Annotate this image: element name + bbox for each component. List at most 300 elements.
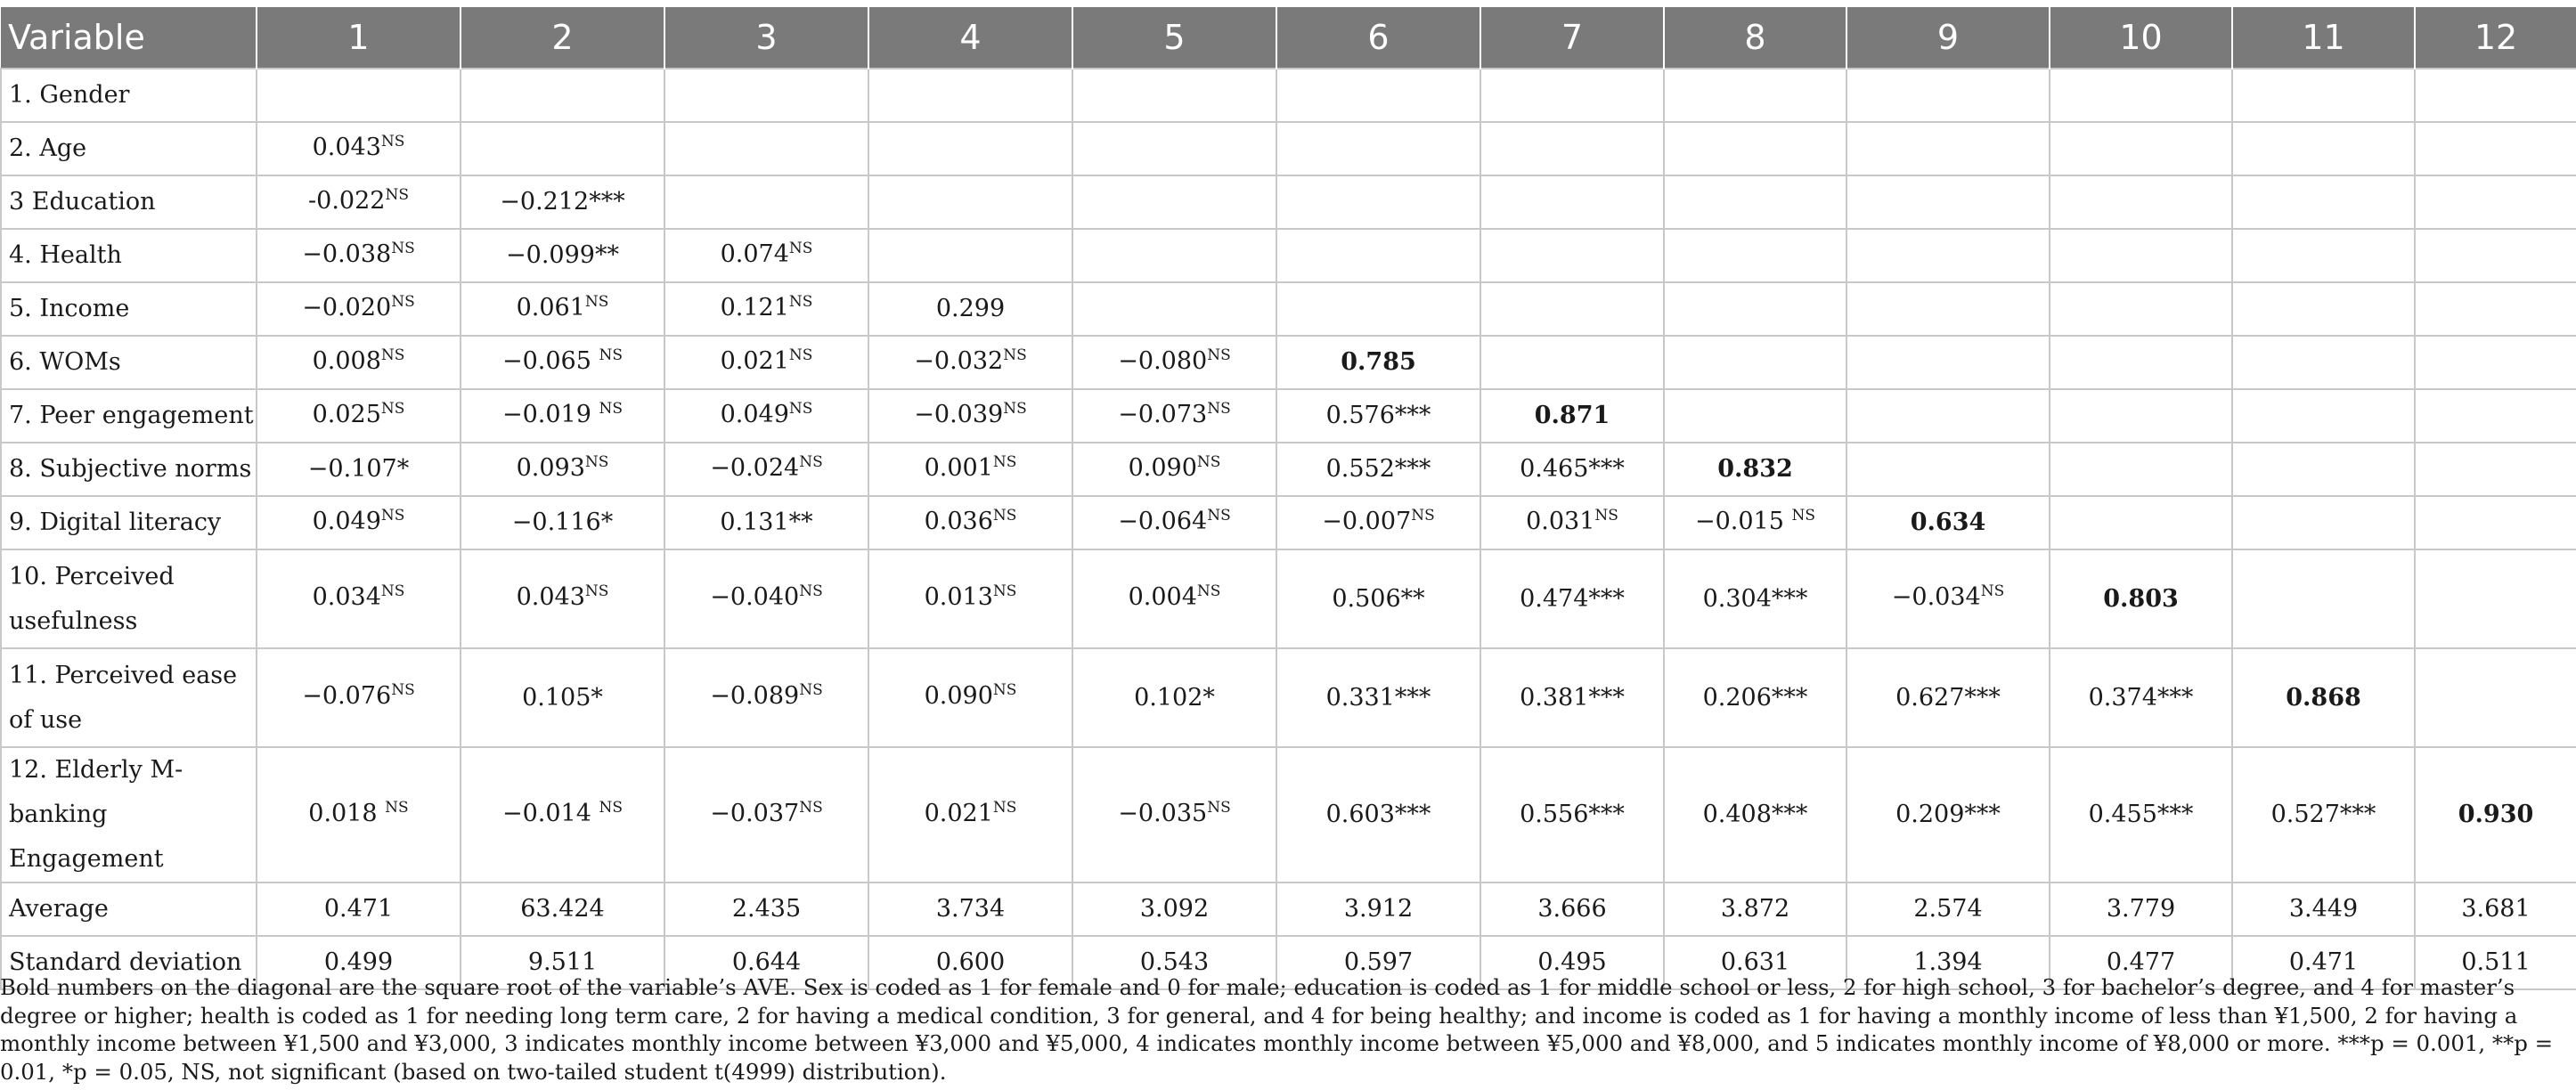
table-cell bbox=[1072, 282, 1276, 336]
table-cell bbox=[1276, 648, 1480, 747]
significance-marker: NS bbox=[1196, 582, 1221, 600]
cell-value: 0.455*** bbox=[2088, 801, 2194, 828]
cell-value: 0.131** bbox=[720, 508, 813, 536]
table-cell bbox=[1480, 122, 1664, 175]
cell-value: 0.049 bbox=[312, 507, 381, 535]
header-col-7: 7 bbox=[1480, 7, 1664, 69]
table-cell bbox=[1846, 336, 2050, 389]
table-cell bbox=[461, 443, 664, 496]
table-cell bbox=[2050, 229, 2232, 282]
table-cell bbox=[257, 496, 461, 549]
diagonal-value: 0.868 bbox=[2286, 683, 2361, 712]
cell-value: −0.080 bbox=[1118, 346, 1208, 375]
cell-value: 2.574 bbox=[1913, 895, 1983, 923]
table-cell bbox=[461, 389, 664, 443]
table-cell bbox=[1480, 648, 1664, 747]
cell-value: 0.102* bbox=[1134, 683, 1215, 712]
cell-value: 0.477 bbox=[2106, 948, 2176, 976]
table-cell bbox=[1276, 175, 1480, 229]
significance-marker: NS bbox=[380, 132, 405, 150]
table-body bbox=[1, 69, 2576, 989]
cell-value: 3.449 bbox=[2288, 895, 2359, 923]
table-cell bbox=[1276, 122, 1480, 175]
table-cell bbox=[2232, 336, 2415, 389]
cell-value: 1.394 bbox=[1913, 948, 1983, 976]
table-cell bbox=[2232, 389, 2415, 443]
row-label: 10. Perceived usefulness bbox=[1, 549, 257, 648]
cell-value: 3.092 bbox=[1139, 895, 1210, 923]
table-cell bbox=[461, 282, 664, 336]
table-cell bbox=[1072, 496, 1276, 549]
cell-value: −0.014 bbox=[501, 799, 599, 827]
cell-value: 0.495 bbox=[1537, 948, 1607, 976]
table-cell bbox=[2050, 282, 2232, 336]
cell-value: 0.004 bbox=[1128, 583, 1197, 611]
cell-value: 0.061 bbox=[516, 293, 585, 321]
cell-value: 0.576*** bbox=[1325, 402, 1431, 429]
table-cell bbox=[1664, 648, 1846, 747]
significance-marker: NS bbox=[992, 798, 1017, 817]
cell-value: −0.019 bbox=[501, 400, 599, 428]
table-cell bbox=[1480, 549, 1664, 648]
row-label: 11. Perceived ease of use bbox=[1, 648, 257, 747]
cell-value: 0.552*** bbox=[1325, 455, 1431, 483]
table-cell bbox=[1072, 175, 1276, 229]
table-cell bbox=[2415, 496, 2576, 549]
table-cell bbox=[664, 336, 868, 389]
header-col-6: 6 bbox=[1276, 7, 1480, 69]
significance-marker: NS bbox=[391, 239, 415, 257]
table-cell bbox=[1664, 282, 1846, 336]
table-cell bbox=[1072, 443, 1276, 496]
table-cell bbox=[1846, 122, 2050, 175]
table-cell bbox=[461, 336, 664, 389]
table-cell bbox=[868, 282, 1072, 336]
cell-value: 0.090 bbox=[1128, 453, 1197, 482]
cell-value: 0.036 bbox=[924, 507, 993, 535]
significance-marker: NS bbox=[1980, 582, 2005, 600]
cell-value: 9.511 bbox=[527, 948, 598, 976]
significance-marker: NS bbox=[1196, 452, 1221, 471]
table-cell bbox=[1846, 549, 2050, 648]
cell-value: 0.603*** bbox=[1325, 801, 1431, 828]
row-label: 7. Peer engagement bbox=[1, 389, 257, 443]
table-cell bbox=[1664, 747, 1846, 883]
diagonal-value: 0.785 bbox=[1341, 348, 1416, 376]
table-cell bbox=[868, 549, 1072, 648]
cell-value: −0.116* bbox=[511, 508, 614, 536]
cell-value: 0.043 bbox=[516, 583, 585, 611]
table-cell bbox=[664, 229, 868, 282]
significance-marker: NS bbox=[1791, 506, 1816, 525]
cell-value: 0.034 bbox=[312, 583, 381, 611]
table-cell bbox=[2050, 443, 2232, 496]
table-cell bbox=[2050, 336, 2232, 389]
table-cell bbox=[1480, 496, 1664, 549]
row-label: 8. Subjective norms bbox=[1, 443, 257, 496]
table-cell bbox=[2232, 549, 2415, 648]
table-cell bbox=[2232, 229, 2415, 282]
significance-marker: NS bbox=[799, 681, 823, 699]
significance-marker: NS bbox=[992, 582, 1017, 600]
cell-value: 63.424 bbox=[520, 895, 605, 923]
table-cell bbox=[1846, 883, 2050, 936]
table-cell bbox=[2050, 69, 2232, 122]
table-cell bbox=[2415, 229, 2576, 282]
row-label: 12. Elderly M-banking Engagement bbox=[1, 747, 257, 883]
cell-value: −0.212*** bbox=[500, 188, 625, 216]
cell-value: 0.031 bbox=[1526, 507, 1595, 535]
table-cell bbox=[1276, 229, 1480, 282]
cell-value: 0.090 bbox=[924, 682, 993, 710]
table-cell bbox=[2415, 747, 2576, 883]
cell-value: −0.107* bbox=[307, 455, 410, 483]
table-cell bbox=[2232, 496, 2415, 549]
table-cell bbox=[1480, 175, 1664, 229]
table-cell bbox=[1072, 122, 1276, 175]
cell-value: 0.600 bbox=[935, 948, 1006, 976]
header-col-8: 8 bbox=[1664, 7, 1846, 69]
table-cell bbox=[257, 549, 461, 648]
cell-value: −0.035 bbox=[1118, 799, 1208, 827]
table-cell bbox=[257, 282, 461, 336]
cell-value: 0.105* bbox=[522, 683, 603, 712]
significance-marker: NS bbox=[1207, 798, 1231, 817]
cell-value: 0.008 bbox=[312, 346, 381, 375]
correlation-table bbox=[0, 7, 2576, 990]
table-cell bbox=[664, 443, 868, 496]
table-cell bbox=[257, 229, 461, 282]
table-cell bbox=[1072, 648, 1276, 747]
table-cell bbox=[2415, 389, 2576, 443]
table-cell bbox=[461, 69, 664, 122]
cell-value: 0.001 bbox=[924, 453, 993, 482]
cell-value: 0.527*** bbox=[2270, 801, 2376, 828]
table-cell bbox=[257, 336, 461, 389]
cell-value: 0.644 bbox=[731, 948, 802, 976]
row-label: Average bbox=[1, 883, 257, 936]
table-cell bbox=[1664, 883, 1846, 936]
significance-marker: NS bbox=[1003, 399, 1027, 418]
cell-value: 0.331*** bbox=[1325, 683, 1431, 712]
significance-marker: NS bbox=[391, 681, 415, 699]
diagonal-value: 0.634 bbox=[1910, 508, 1986, 536]
table-cell bbox=[1846, 69, 2050, 122]
cell-value: 0.499 bbox=[323, 948, 394, 976]
table-cell bbox=[1480, 336, 1664, 389]
significance-marker: NS bbox=[385, 185, 409, 204]
table-cell bbox=[257, 122, 461, 175]
diagonal-value: 0.930 bbox=[2458, 801, 2534, 828]
table-cell bbox=[2050, 549, 2232, 648]
cell-value: 0.506** bbox=[1332, 584, 1425, 613]
table-cell bbox=[1664, 389, 1846, 443]
cell-value: −0.037 bbox=[710, 799, 800, 827]
table-cell bbox=[257, 443, 461, 496]
table-cell bbox=[1072, 229, 1276, 282]
table-cell bbox=[2232, 747, 2415, 883]
cell-value: 3.681 bbox=[2461, 895, 2531, 923]
significance-marker: NS bbox=[799, 582, 823, 600]
significance-marker: NS bbox=[992, 452, 1017, 471]
table-cell bbox=[664, 496, 868, 549]
significance-marker: NS bbox=[584, 292, 609, 311]
cell-value: −0.020 bbox=[302, 293, 392, 321]
table-cell bbox=[2415, 443, 2576, 496]
table-cell bbox=[2050, 122, 2232, 175]
table-cell bbox=[1664, 69, 1846, 122]
cell-value: 0.299 bbox=[935, 295, 1006, 322]
significance-marker: NS bbox=[380, 399, 405, 418]
cell-value: 0.043 bbox=[312, 133, 381, 161]
cell-value: 0.465*** bbox=[1520, 455, 1625, 483]
table-cell bbox=[257, 175, 461, 229]
table-cell bbox=[257, 69, 461, 122]
cell-value: 0.013 bbox=[924, 583, 993, 611]
table-cell bbox=[2415, 69, 2576, 122]
cell-value: 0.627*** bbox=[1895, 683, 2001, 712]
significance-marker: NS bbox=[385, 798, 409, 817]
significance-marker: NS bbox=[380, 582, 405, 600]
table-row bbox=[1, 443, 2576, 496]
diagonal-value: 0.871 bbox=[1534, 402, 1610, 429]
table-cell bbox=[2415, 175, 2576, 229]
cell-value: 0.021 bbox=[720, 346, 789, 375]
table-cell bbox=[2232, 175, 2415, 229]
table-cell bbox=[2232, 69, 2415, 122]
table-cell bbox=[664, 282, 868, 336]
cell-value: −0.038 bbox=[302, 240, 392, 268]
cell-value: 0.631 bbox=[1720, 948, 1790, 976]
table-cell bbox=[868, 69, 1072, 122]
table-cell bbox=[461, 648, 664, 747]
cell-value: −0.024 bbox=[710, 453, 800, 482]
table-cell bbox=[868, 747, 1072, 883]
cell-value: 3.734 bbox=[935, 895, 1006, 923]
cell-value: −0.032 bbox=[914, 346, 1004, 375]
cell-value: −0.007 bbox=[1322, 507, 1412, 535]
table-row bbox=[1, 229, 2576, 282]
table-cell bbox=[1276, 549, 1480, 648]
table-cell bbox=[1276, 336, 1480, 389]
cell-value: 0.025 bbox=[312, 400, 381, 428]
header-col-10: 10 bbox=[2050, 7, 2232, 69]
row-label: 6. WOMs bbox=[1, 336, 257, 389]
table-header-row bbox=[1, 7, 2576, 69]
header-col-11: 11 bbox=[2232, 7, 2415, 69]
table-cell bbox=[2050, 175, 2232, 229]
significance-marker: NS bbox=[380, 506, 405, 525]
cell-value: 0.471 bbox=[2288, 948, 2359, 976]
cell-value: 0.381*** bbox=[1520, 683, 1625, 712]
table-cell bbox=[2050, 648, 2232, 747]
table-cell bbox=[461, 229, 664, 282]
table-cell bbox=[2415, 648, 2576, 747]
cell-value: 0.474*** bbox=[1520, 584, 1625, 613]
table-cell bbox=[1480, 389, 1664, 443]
significance-marker: NS bbox=[1003, 346, 1027, 364]
table-cell bbox=[1846, 747, 2050, 883]
table-cell bbox=[1480, 282, 1664, 336]
table-cell bbox=[2050, 389, 2232, 443]
cell-value: 0.018 bbox=[308, 799, 386, 827]
table-cell bbox=[1480, 229, 1664, 282]
table-cell bbox=[868, 122, 1072, 175]
significance-marker: NS bbox=[584, 582, 609, 600]
table-row bbox=[1, 282, 2576, 336]
header-col-3: 3 bbox=[664, 7, 868, 69]
table-cell bbox=[664, 883, 868, 936]
header-col-4: 4 bbox=[868, 7, 1072, 69]
table-cell bbox=[257, 747, 461, 883]
significance-marker: NS bbox=[1207, 346, 1231, 364]
table-cell bbox=[2232, 648, 2415, 747]
table-cell bbox=[664, 648, 868, 747]
table-cell bbox=[1072, 336, 1276, 389]
table-cell bbox=[1480, 443, 1664, 496]
cell-value: 0.209*** bbox=[1895, 801, 2001, 828]
significance-marker: NS bbox=[1207, 506, 1231, 525]
table-cell bbox=[868, 229, 1072, 282]
row-label: 5. Income bbox=[1, 282, 257, 336]
correlation-table-container bbox=[0, 7, 2576, 990]
table-row bbox=[1, 648, 2576, 747]
table-cell bbox=[1480, 883, 1664, 936]
table-row bbox=[1, 389, 2576, 443]
header-col-12: 12 bbox=[2415, 7, 2576, 69]
table-cell bbox=[1664, 443, 1846, 496]
cell-value: 0.093 bbox=[516, 453, 585, 482]
table-cell bbox=[664, 175, 868, 229]
table-row bbox=[1, 496, 2576, 549]
cell-value: −0.064 bbox=[1118, 507, 1208, 535]
table-cell bbox=[1276, 443, 1480, 496]
table-cell bbox=[1072, 883, 1276, 936]
table-row bbox=[1, 883, 2576, 936]
table-cell bbox=[2050, 883, 2232, 936]
cell-value: 0.304*** bbox=[1702, 584, 1808, 613]
table-cell bbox=[1664, 122, 1846, 175]
significance-marker: NS bbox=[391, 292, 415, 311]
significance-marker: NS bbox=[799, 798, 823, 817]
table-cell bbox=[1072, 69, 1276, 122]
table-cell bbox=[1276, 69, 1480, 122]
cell-value: 2.435 bbox=[731, 895, 802, 923]
row-label: 9. Digital literacy bbox=[1, 496, 257, 549]
table-cell bbox=[868, 336, 1072, 389]
table-cell bbox=[1480, 747, 1664, 883]
table-row bbox=[1, 122, 2576, 175]
table-footnote: Bold numbers on the diagonal are the square root of the variable’s AVE. Sex is coded as 1 for female and 0 for male; education is coded as 1 for middle school or less, 2 for high school, 3 for bachelor’s degree, and 4 for master’s degree or higher; health is coded as 1 for needing long term care, 2 for having a medical condition, 3 for general, and 4 for being healthy; and income is coded as 1 for having a monthly income of less than ¥1,500, 2 for having a monthly income between ¥1,500 and ¥3,000, 3 indicates monthly income between ¥3,000 and ¥5,000, 4 indicates monthly income between ¥5,000 and ¥8,000, and 5 indicates monthly income of ¥8,000 or more. ***p = 0.001, **p = 0.01, *p = 0.05, NS, not significant (based on two-tailed student t(4999) distribution). bbox=[0, 974, 2554, 1085]
cell-value: 3.779 bbox=[2106, 895, 2176, 923]
cell-value: −0.015 bbox=[1694, 507, 1792, 535]
significance-marker: NS bbox=[1411, 506, 1435, 525]
table-cell bbox=[461, 549, 664, 648]
table-cell bbox=[1276, 883, 1480, 936]
cell-value: 0.021 bbox=[924, 799, 993, 827]
table-cell bbox=[1846, 496, 2050, 549]
table-cell bbox=[1846, 648, 2050, 747]
table-cell bbox=[1072, 389, 1276, 443]
table-cell bbox=[2232, 883, 2415, 936]
table-cell bbox=[1846, 175, 2050, 229]
cell-value: 3.872 bbox=[1720, 895, 1790, 923]
significance-marker: NS bbox=[599, 399, 624, 418]
table-cell bbox=[1072, 549, 1276, 648]
cell-value: 0.511 bbox=[2461, 948, 2531, 976]
cell-value: 0.556*** bbox=[1520, 801, 1625, 828]
significance-marker: NS bbox=[992, 681, 1017, 699]
table-cell bbox=[1846, 229, 2050, 282]
cell-value: −0.040 bbox=[710, 583, 800, 611]
significance-marker: NS bbox=[584, 452, 609, 471]
cell-value: −0.034 bbox=[1891, 583, 1981, 611]
table-cell bbox=[1664, 549, 1846, 648]
cell-value: 3.912 bbox=[1343, 895, 1414, 923]
table-cell bbox=[2415, 883, 2576, 936]
table-cell bbox=[1276, 496, 1480, 549]
cell-value: 0.206*** bbox=[1702, 683, 1808, 712]
table-cell bbox=[2415, 336, 2576, 389]
significance-marker: NS bbox=[1594, 506, 1618, 525]
table-cell bbox=[2232, 282, 2415, 336]
table-cell bbox=[2415, 122, 2576, 175]
significance-marker: NS bbox=[380, 346, 405, 364]
header-variable: Variable bbox=[1, 7, 257, 69]
header-col-2: 2 bbox=[461, 7, 664, 69]
table-cell bbox=[664, 747, 868, 883]
cell-value: 0.049 bbox=[720, 400, 789, 428]
significance-marker: NS bbox=[1207, 399, 1231, 418]
row-label: 2. Age bbox=[1, 122, 257, 175]
header-col-1: 1 bbox=[257, 7, 461, 69]
table-row bbox=[1, 549, 2576, 648]
table-cell bbox=[1072, 747, 1276, 883]
cell-value: −0.089 bbox=[710, 682, 800, 710]
table-cell bbox=[461, 747, 664, 883]
table-cell bbox=[868, 389, 1072, 443]
table-row bbox=[1, 336, 2576, 389]
table-cell bbox=[461, 883, 664, 936]
row-label: 4. Health bbox=[1, 229, 257, 282]
table-cell bbox=[1664, 175, 1846, 229]
table-cell bbox=[1664, 336, 1846, 389]
table-cell bbox=[1846, 443, 2050, 496]
significance-marker: NS bbox=[799, 452, 823, 471]
table-cell bbox=[1664, 496, 1846, 549]
row-label: 3 Education bbox=[1, 175, 257, 229]
table-cell bbox=[1846, 389, 2050, 443]
cell-value: −0.099** bbox=[506, 241, 619, 269]
cell-value: 0.471 bbox=[323, 895, 394, 923]
cell-value: −0.073 bbox=[1118, 400, 1208, 428]
cell-value: −0.065 bbox=[501, 346, 599, 375]
table-cell bbox=[1480, 69, 1664, 122]
table-cell bbox=[664, 69, 868, 122]
diagonal-value: 0.832 bbox=[1717, 455, 1793, 483]
table-cell bbox=[664, 389, 868, 443]
table-cell bbox=[257, 648, 461, 747]
table-cell bbox=[1276, 389, 1480, 443]
cell-value: 0.074 bbox=[720, 240, 789, 268]
significance-marker: NS bbox=[599, 798, 624, 817]
table-cell bbox=[2050, 747, 2232, 883]
table-cell bbox=[664, 549, 868, 648]
significance-marker: NS bbox=[788, 239, 813, 257]
table-cell bbox=[257, 389, 461, 443]
table-cell bbox=[2232, 443, 2415, 496]
row-label: Standard deviation bbox=[1, 936, 257, 989]
